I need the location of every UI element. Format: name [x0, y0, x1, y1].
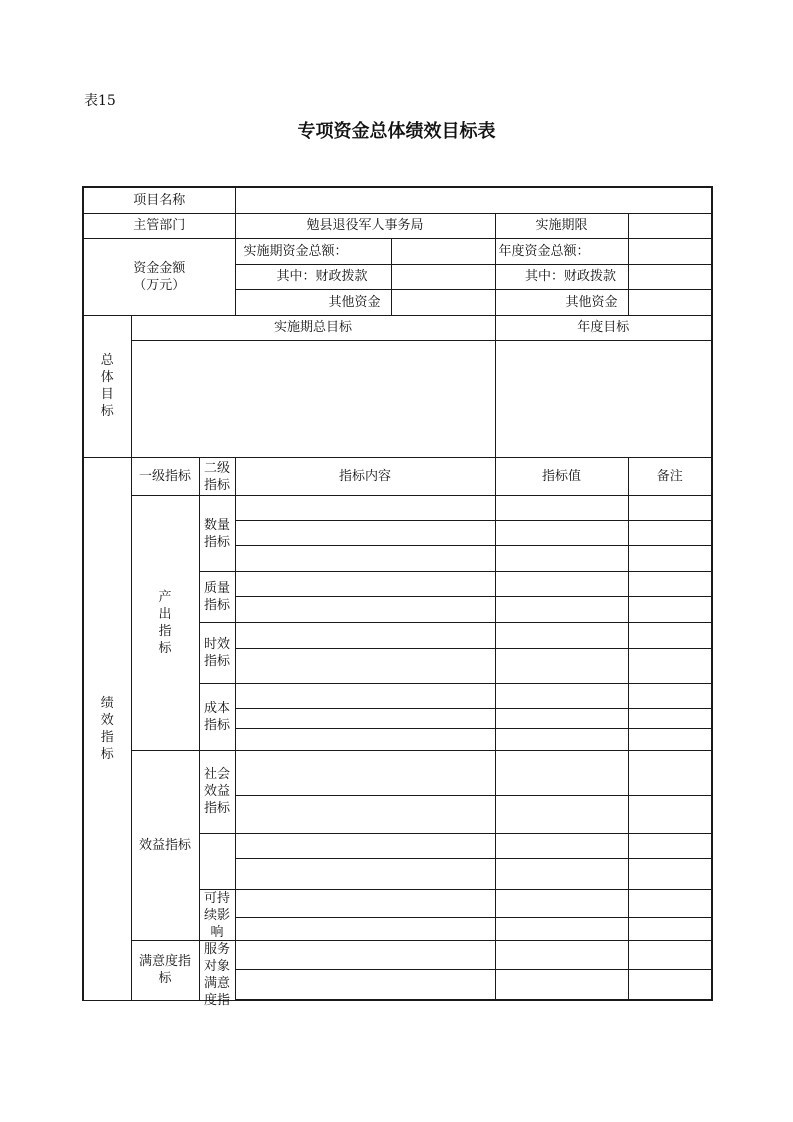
- table-cell: [235, 858, 495, 889]
- table-cell: [235, 708, 495, 728]
- table-cell: [628, 708, 712, 728]
- table-cell: [495, 683, 628, 708]
- col-content-header: 指标内容: [235, 458, 495, 496]
- satisfaction-label: 满意度指标: [131, 941, 199, 1000]
- impl-goal-content: [131, 340, 495, 457]
- annual-total-value: [628, 238, 712, 264]
- impl-other-label: 其他资金: [235, 289, 391, 315]
- annual-fiscal-label: 其中：财政拨款: [495, 264, 628, 289]
- quantity-label: 数量指标: [199, 496, 235, 572]
- funds-label-line2: （万元）: [133, 277, 186, 293]
- annual-other-value: [628, 289, 712, 315]
- table-cell: [235, 795, 495, 833]
- table-cell: [495, 572, 628, 597]
- col-note-header: 备注: [628, 458, 712, 496]
- project-name-label: 项目名称: [83, 187, 235, 213]
- timeliness-label: 时效指标: [199, 623, 235, 683]
- table-cell: [495, 941, 628, 970]
- impl-total-value: [391, 238, 495, 264]
- table-cell: [495, 597, 628, 623]
- output-label: 产出指标: [131, 496, 199, 751]
- table-cell: [235, 941, 495, 970]
- table-cell: [628, 890, 712, 918]
- annual-total-label: 年度资金总额：: [495, 238, 628, 264]
- impl-other-value: [391, 289, 495, 315]
- benefit-label: 效益指标: [131, 750, 199, 940]
- service-label: 服务对象满意度指: [199, 941, 235, 1000]
- table-cell: [235, 572, 495, 597]
- table-cell: [235, 750, 495, 795]
- table-cell: [628, 572, 712, 597]
- table-cell: [235, 496, 495, 521]
- table-cell: [628, 833, 712, 858]
- table-cell: [628, 918, 712, 941]
- table-cell: [628, 728, 712, 750]
- sustain-label: 可持续影响: [199, 890, 235, 941]
- annual-goal-header: 年度目标: [495, 315, 712, 340]
- table-cell: [628, 858, 712, 889]
- perf-label: 绩效指标: [83, 458, 131, 1000]
- project-name-value: [235, 187, 712, 213]
- table-cell: [495, 546, 628, 572]
- table-cell: [235, 521, 495, 546]
- table-cell: [495, 648, 628, 683]
- table-cell: [628, 623, 712, 648]
- table-cell: [628, 683, 712, 708]
- table-cell: [495, 623, 628, 648]
- table-cell: [628, 941, 712, 970]
- table-cell: [495, 970, 628, 1000]
- document-title: 专项资金总体绩效目标表: [297, 121, 496, 142]
- funds-label-line1: 资金金额: [133, 260, 186, 276]
- table-cell: [495, 918, 628, 941]
- cost-label: 成本指标: [199, 683, 235, 750]
- table-cell: [235, 683, 495, 708]
- table-cell: [628, 648, 712, 683]
- performance-goal-table: [82, 186, 713, 1009]
- dept-value: 勉县退役军人事务局: [235, 213, 495, 238]
- social-label: 社会效益指标: [199, 750, 235, 833]
- overall-goal-label: 总体目标: [83, 315, 131, 457]
- table-cell: [495, 728, 628, 750]
- table-cell: [628, 546, 712, 572]
- table-cell: [628, 795, 712, 833]
- col-level1-header: 一级指标: [131, 458, 199, 496]
- table-cell: [235, 833, 495, 858]
- table-cell: [235, 970, 495, 1000]
- table-cell: [495, 833, 628, 858]
- table-cell: [495, 496, 628, 521]
- table-number-label: 表15: [84, 93, 116, 109]
- col-level2-header: 二级指标: [199, 458, 235, 496]
- table-cell: [628, 750, 712, 795]
- table-cell: [495, 858, 628, 889]
- table-cell: [235, 546, 495, 572]
- table-cell: [495, 890, 628, 918]
- table-cell: [235, 597, 495, 623]
- table-cell: [495, 750, 628, 795]
- impl-goal-header: 实施期总目标: [131, 315, 495, 340]
- table-cell: [235, 728, 495, 750]
- annual-goal-content: [495, 340, 712, 457]
- impl-fiscal-value: [391, 264, 495, 289]
- annual-fiscal-value: [628, 264, 712, 289]
- table-cell: [628, 496, 712, 521]
- table-cell: [235, 918, 495, 941]
- table-cell: [235, 648, 495, 683]
- table-cell: [235, 623, 495, 648]
- dept-label: 主管部门: [83, 213, 235, 238]
- level2-blank-cell: [199, 833, 235, 889]
- period-value: [628, 213, 712, 238]
- col-value-header: 指标值: [495, 458, 628, 496]
- table-cell: [628, 597, 712, 623]
- impl-fiscal-label: 其中：财政拨款: [235, 264, 391, 289]
- period-label: 实施期限: [495, 213, 628, 238]
- table-cell: [495, 795, 628, 833]
- table-cell: [628, 521, 712, 546]
- funds-label: [83, 238, 235, 315]
- annual-other-label: 其他资金: [495, 289, 628, 315]
- quality-label: 质量指标: [199, 572, 235, 623]
- table-cell: [495, 708, 628, 728]
- table-cell: [235, 890, 495, 918]
- table-cell: [628, 970, 712, 1000]
- table-cell: [495, 521, 628, 546]
- impl-total-label: 实施期资金总额：: [235, 238, 391, 264]
